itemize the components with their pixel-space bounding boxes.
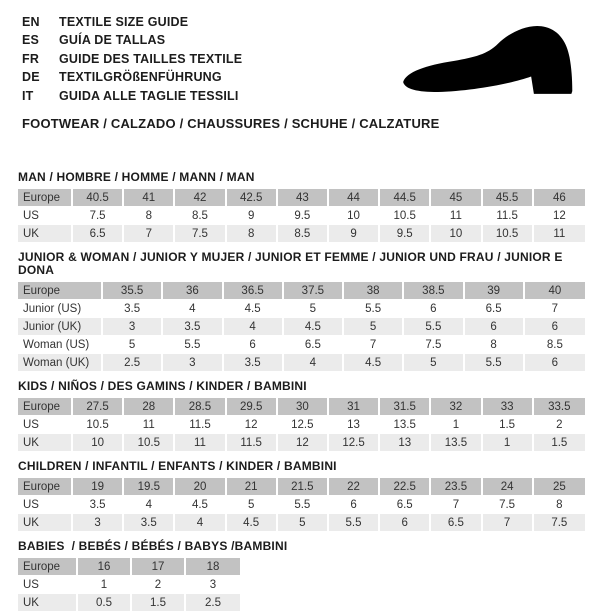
size-value-cell: 11 xyxy=(124,416,175,434)
table-header-row xyxy=(18,478,585,496)
size-value-cell: 3 xyxy=(186,576,240,594)
size-value-cell: 6.5 xyxy=(380,496,431,514)
size-value-cell: 7.5 xyxy=(175,225,226,243)
size-value-cell: 9.5 xyxy=(278,207,329,225)
size-value-cell: 42 xyxy=(175,189,226,207)
table-row xyxy=(18,514,585,532)
size-value-cell: 12.5 xyxy=(278,416,329,434)
size-table xyxy=(18,558,240,612)
size-value-cell: 31.5 xyxy=(380,398,431,416)
size-value-cell: 44 xyxy=(329,189,380,207)
size-value-cell: 13 xyxy=(329,416,380,434)
size-value-cell: 32 xyxy=(431,398,482,416)
size-value-cell: 6 xyxy=(525,318,585,336)
row-label: Europe xyxy=(18,398,73,416)
size-value-cell: 3 xyxy=(73,514,124,532)
section-title: JUNIOR & WOMAN / JUNIOR Y MUJER / JUNIOR ET FEMME / JUNIOR UND FRAU / JUNIOR E DONA xyxy=(18,250,567,278)
size-value-cell: 39 xyxy=(465,282,525,300)
language-label: TEXTILE SIZE GUIDE xyxy=(59,15,189,29)
size-value-cell: 4 xyxy=(163,300,223,318)
size-value-cell: 6.5 xyxy=(465,300,525,318)
size-value-cell: 12 xyxy=(227,416,278,434)
size-value-cell: 5 xyxy=(404,354,464,372)
size-value-cell: 8 xyxy=(227,225,278,243)
size-value-cell: 5.5 xyxy=(278,496,329,514)
size-value-cell: 5.5 xyxy=(404,318,464,336)
dress-shoe-icon xyxy=(394,14,586,106)
size-tables xyxy=(18,171,585,612)
size-value-cell: 24 xyxy=(483,478,534,496)
row-label: UK xyxy=(18,225,73,243)
size-value-cell: 22 xyxy=(329,478,380,496)
size-value-cell: 0.5 xyxy=(78,594,132,612)
size-value-cell: 23.5 xyxy=(431,478,482,496)
size-value-cell: 12 xyxy=(534,207,585,225)
size-value-cell: 29.5 xyxy=(227,398,278,416)
size-value-cell: 6.5 xyxy=(284,336,344,354)
size-value-cell: 11.5 xyxy=(175,416,226,434)
row-label: UK xyxy=(18,594,78,612)
size-value-cell: 11.5 xyxy=(227,434,278,452)
size-value-cell: 3.5 xyxy=(224,354,284,372)
size-value-cell: 4.5 xyxy=(175,496,226,514)
size-value-cell: 21 xyxy=(227,478,278,496)
size-value-cell: 5.5 xyxy=(329,514,380,532)
size-value-cell: 3.5 xyxy=(103,300,163,318)
size-value-cell: 8.5 xyxy=(278,225,329,243)
size-value-cell: 6 xyxy=(404,300,464,318)
table-row xyxy=(18,207,585,225)
size-value-cell: 3.5 xyxy=(73,496,124,514)
table-header-row xyxy=(18,282,585,300)
row-label: US xyxy=(18,416,73,434)
size-value-cell: 36.5 xyxy=(224,282,284,300)
table-header-row xyxy=(18,558,240,576)
size-value-cell: 28.5 xyxy=(175,398,226,416)
size-value-cell: 36 xyxy=(163,282,223,300)
size-value-cell: 7 xyxy=(344,336,404,354)
row-label: UK xyxy=(18,434,73,452)
size-value-cell: 2 xyxy=(534,416,585,434)
table-row xyxy=(18,225,585,243)
size-value-cell: 37.5 xyxy=(284,282,344,300)
size-value-cell: 42.5 xyxy=(227,189,278,207)
size-value-cell: 40.5 xyxy=(73,189,124,207)
table-row xyxy=(18,434,585,452)
size-value-cell: 4 xyxy=(175,514,226,532)
section-title: BABIES / BEBÉS / BÉBÉS / BABYS /BAMBINI xyxy=(18,539,288,554)
language-code: IT xyxy=(22,88,34,103)
size-value-cell: 4 xyxy=(284,354,344,372)
size-value-cell: 33 xyxy=(483,398,534,416)
table-row xyxy=(18,354,585,372)
size-table xyxy=(18,478,585,532)
size-value-cell: 8 xyxy=(534,496,585,514)
size-table xyxy=(18,282,585,372)
size-value-cell: 7.5 xyxy=(534,514,585,532)
header xyxy=(0,0,600,131)
row-label: US xyxy=(18,496,73,514)
table-row xyxy=(18,576,240,594)
size-value-cell: 18 xyxy=(186,558,240,576)
size-value-cell: 1.5 xyxy=(534,434,585,452)
size-value-cell: 12.5 xyxy=(329,434,380,452)
category-line: FOOTWEAR / CALZADO / CHAUSSURES / SCHUHE / CALZATURE xyxy=(22,116,440,132)
size-value-cell: 31 xyxy=(329,398,380,416)
size-value-cell: 10.5 xyxy=(483,225,534,243)
size-value-cell: 35.5 xyxy=(103,282,163,300)
size-value-cell: 4 xyxy=(224,318,284,336)
size-value-cell: 43 xyxy=(278,189,329,207)
size-value-cell: 5.5 xyxy=(465,354,525,372)
size-value-cell: 17 xyxy=(132,558,186,576)
size-value-cell: 6.5 xyxy=(431,514,482,532)
size-value-cell: 3 xyxy=(163,354,223,372)
size-value-cell: 1.5 xyxy=(132,594,186,612)
size-value-cell: 6 xyxy=(465,318,525,336)
size-value-cell: 33.5 xyxy=(534,398,585,416)
row-label: Europe xyxy=(18,478,73,496)
size-value-cell: 25 xyxy=(534,478,585,496)
size-value-cell: 3 xyxy=(103,318,163,336)
table-row xyxy=(18,318,585,336)
size-value-cell: 4.5 xyxy=(227,514,278,532)
size-value-cell: 20 xyxy=(175,478,226,496)
language-label: GUÍA DE TALLAS xyxy=(59,33,166,48)
size-value-cell: 2.5 xyxy=(103,354,163,372)
size-value-cell: 4.5 xyxy=(224,300,284,318)
size-value-cell: 5 xyxy=(344,318,404,336)
size-value-cell: 5 xyxy=(278,514,329,532)
size-value-cell: 44.5 xyxy=(380,189,431,207)
size-value-cell: 9 xyxy=(329,225,380,243)
size-value-cell: 9.5 xyxy=(380,225,431,243)
table-row xyxy=(18,336,585,354)
size-value-cell: 7.5 xyxy=(483,496,534,514)
size-value-cell: 8 xyxy=(124,207,175,225)
size-value-cell: 19.5 xyxy=(124,478,175,496)
size-value-cell: 13.5 xyxy=(380,416,431,434)
size-value-cell: 10.5 xyxy=(73,416,124,434)
size-value-cell: 3.5 xyxy=(124,514,175,532)
size-value-cell: 8.5 xyxy=(175,207,226,225)
row-label: Europe xyxy=(18,189,73,207)
size-value-cell: 27.5 xyxy=(73,398,124,416)
size-value-cell: 6 xyxy=(525,354,585,372)
table-header-row xyxy=(18,398,585,416)
row-label: Woman (US) xyxy=(18,336,103,354)
size-value-cell: 11 xyxy=(534,225,585,243)
size-value-cell: 1.5 xyxy=(483,416,534,434)
section-title: CHILDREN / INFANTIL / ENFANTS / KINDER / BAMBINI xyxy=(18,459,337,474)
row-label: Junior (US) xyxy=(18,300,103,318)
size-value-cell: 38 xyxy=(344,282,404,300)
size-section xyxy=(18,380,585,452)
size-value-cell: 1 xyxy=(483,434,534,452)
size-value-cell: 19 xyxy=(73,478,124,496)
row-label: US xyxy=(18,576,78,594)
size-section xyxy=(18,171,585,243)
size-value-cell: 12 xyxy=(278,434,329,452)
size-value-cell: 3.5 xyxy=(163,318,223,336)
row-label: Woman (UK) xyxy=(18,354,103,372)
size-value-cell: 13 xyxy=(380,434,431,452)
size-value-cell: 6.5 xyxy=(73,225,124,243)
size-value-cell: 9 xyxy=(227,207,278,225)
table-row xyxy=(18,300,585,318)
size-value-cell: 7 xyxy=(431,496,482,514)
section-title: MAN / HOMBRE / HOMME / MANN / MAN xyxy=(18,170,255,185)
size-value-cell: 7 xyxy=(124,225,175,243)
size-value-cell: 13.5 xyxy=(431,434,482,452)
size-value-cell: 6 xyxy=(329,496,380,514)
language-code: ES xyxy=(22,33,40,48)
size-value-cell: 11 xyxy=(175,434,226,452)
size-value-cell: 2.5 xyxy=(186,594,240,612)
row-label: Junior (UK) xyxy=(18,318,103,336)
size-value-cell: 4 xyxy=(124,496,175,514)
size-section xyxy=(18,251,585,372)
size-value-cell: 4.5 xyxy=(284,318,344,336)
table-header-row xyxy=(18,189,585,207)
row-label: Europe xyxy=(18,282,103,300)
language-label: TEXTILGRÖßENFÜHRUNG xyxy=(59,70,222,85)
size-value-cell: 8 xyxy=(465,336,525,354)
size-value-cell: 10.5 xyxy=(124,434,175,452)
size-table xyxy=(18,189,585,243)
size-value-cell: 11.5 xyxy=(483,207,534,225)
size-value-cell: 7.5 xyxy=(404,336,464,354)
size-value-cell: 41 xyxy=(124,189,175,207)
size-section xyxy=(18,460,585,532)
size-value-cell: 10.5 xyxy=(380,207,431,225)
size-section xyxy=(18,540,585,612)
size-value-cell: 10 xyxy=(73,434,124,452)
size-value-cell: 1 xyxy=(431,416,482,434)
section-title: KIDS / NIÑOS / DES GAMINS / KINDER / BAMBINI xyxy=(18,379,307,394)
table-row xyxy=(18,496,585,514)
size-value-cell: 22.5 xyxy=(380,478,431,496)
size-value-cell: 2 xyxy=(132,576,186,594)
size-value-cell: 6 xyxy=(224,336,284,354)
size-value-cell: 10 xyxy=(431,225,482,243)
table-row xyxy=(18,594,240,612)
size-value-cell: 5 xyxy=(284,300,344,318)
language-code: FR xyxy=(22,51,40,66)
size-value-cell: 5 xyxy=(103,336,163,354)
size-table xyxy=(18,398,585,452)
size-value-cell: 5 xyxy=(227,496,278,514)
size-value-cell: 45 xyxy=(431,189,482,207)
size-value-cell: 11 xyxy=(431,207,482,225)
row-label: US xyxy=(18,207,73,225)
size-value-cell: 38.5 xyxy=(404,282,464,300)
size-value-cell: 28 xyxy=(124,398,175,416)
size-value-cell: 6 xyxy=(380,514,431,532)
language-label: GUIDA ALLE TAGLIE TESSILI xyxy=(59,88,239,103)
size-value-cell: 7.5 xyxy=(73,207,124,225)
size-value-cell: 16 xyxy=(78,558,132,576)
size-value-cell: 10 xyxy=(329,207,380,225)
size-value-cell: 30 xyxy=(278,398,329,416)
size-value-cell: 46 xyxy=(534,189,585,207)
language-label: GUIDE DES TAILLES TEXTILE xyxy=(59,51,243,66)
size-value-cell: 45.5 xyxy=(483,189,534,207)
row-label: UK xyxy=(18,514,73,532)
language-code: DE xyxy=(22,70,40,85)
size-value-cell: 1 xyxy=(78,576,132,594)
size-value-cell: 5.5 xyxy=(344,300,404,318)
language-code: EN xyxy=(22,15,40,29)
table-row xyxy=(18,416,585,434)
size-value-cell: 8.5 xyxy=(525,336,585,354)
size-value-cell: 21.5 xyxy=(278,478,329,496)
size-value-cell: 4.5 xyxy=(344,354,404,372)
row-label: Europe xyxy=(18,558,78,576)
size-value-cell: 7 xyxy=(525,300,585,318)
size-value-cell: 40 xyxy=(525,282,585,300)
size-value-cell: 5.5 xyxy=(163,336,223,354)
size-value-cell: 7 xyxy=(483,514,534,532)
